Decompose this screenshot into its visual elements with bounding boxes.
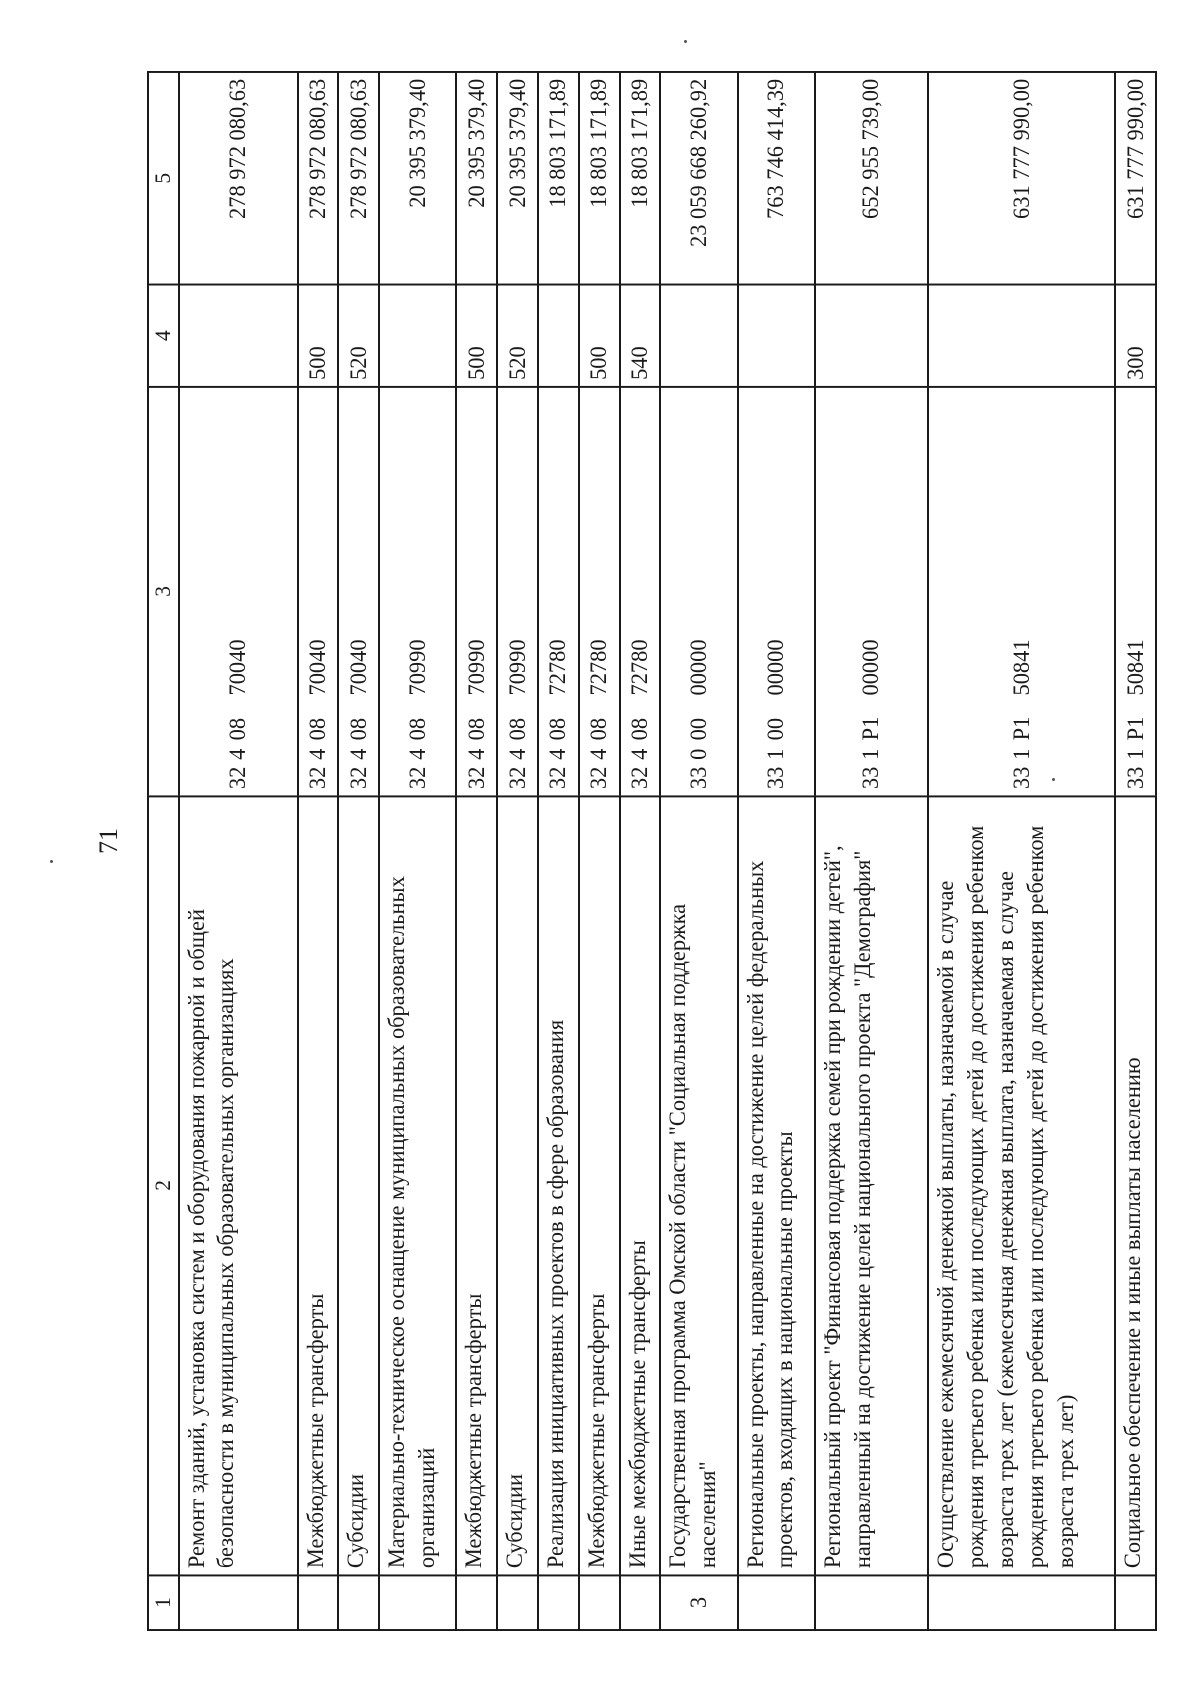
amount: 23 059 668 260,92 xyxy=(660,72,737,284)
item-name: Реализация инициативных проектов в сфере образования xyxy=(538,796,579,1575)
item-name: Межбюджетные трансферты xyxy=(456,796,497,1575)
table-row xyxy=(379,72,456,1630)
amount: 652 955 739,00 xyxy=(815,72,928,284)
budget-code: 33 1 P1 50841 xyxy=(1115,387,1156,796)
amount: 20 395 379,40 xyxy=(497,72,538,284)
item-name: Иные межбюджетные трансферты xyxy=(620,796,661,1575)
amount: 631 777 990,00 xyxy=(1115,72,1156,284)
item-name: Межбюджетные трансферты xyxy=(579,796,620,1575)
header-col-5: 5 xyxy=(148,72,179,284)
row-number xyxy=(298,1575,339,1630)
table-row xyxy=(538,72,579,1630)
budget-code: 32 4 08 70990 xyxy=(456,387,497,796)
table-row xyxy=(815,72,928,1630)
expense-group: 520 xyxy=(338,284,379,386)
row-number xyxy=(338,1575,379,1630)
header-col-1: 1 xyxy=(148,1575,179,1630)
amount: 278 972 080,63 xyxy=(338,72,379,284)
row-number xyxy=(379,1575,456,1630)
scan-speck xyxy=(684,40,687,43)
expense-group: 500 xyxy=(456,284,497,386)
table-row xyxy=(660,72,737,1630)
expense-group xyxy=(928,284,1115,386)
table-row xyxy=(179,72,298,1630)
amount: 18 803 171,89 xyxy=(620,72,661,284)
amount: 278 972 080,63 xyxy=(298,72,339,284)
row-number: 3 xyxy=(660,1575,737,1630)
item-name: Региональный проект "Финансовая поддержка семей при рождении детей", направленный на достижение целей национального проекта "Демография" xyxy=(815,796,928,1575)
budget-code: 32 4 08 70990 xyxy=(497,387,538,796)
item-name: Материально-техническое оснащение муниципальных образовательных организаций xyxy=(379,796,456,1575)
amount: 20 395 379,40 xyxy=(379,72,456,284)
header-col-2: 2 xyxy=(148,796,179,1575)
table-row xyxy=(1115,72,1156,1630)
expense-group: 500 xyxy=(579,284,620,386)
expense-group: 500 xyxy=(298,284,339,386)
amount: 631 777 990,00 xyxy=(928,72,1115,284)
header-row xyxy=(148,72,179,1630)
table-row xyxy=(928,72,1115,1630)
item-name: Государственная программа Омской области "Социальная поддержка населения" xyxy=(660,796,737,1575)
budget-code: 32 4 08 70990 xyxy=(379,387,456,796)
amount: 763 746 414,39 xyxy=(738,72,815,284)
table-row xyxy=(579,72,620,1630)
row-number xyxy=(815,1575,928,1630)
item-name: Региональные проекты, направленные на достижение целей федеральных проектов, входящих в национальные проекты xyxy=(738,796,815,1575)
budget-table xyxy=(147,71,1157,1631)
table-row xyxy=(497,72,538,1630)
table-row xyxy=(298,72,339,1630)
row-number xyxy=(497,1575,538,1630)
budget-code: 32 4 08 70040 xyxy=(179,387,298,796)
table-row xyxy=(338,72,379,1630)
header-col-3: 3 xyxy=(148,387,179,796)
budget-code: 32 4 08 72780 xyxy=(538,387,579,796)
table-row xyxy=(620,72,661,1630)
row-number xyxy=(538,1575,579,1630)
expense-group xyxy=(738,284,815,386)
expense-group xyxy=(179,284,298,386)
row-number xyxy=(928,1575,1115,1630)
budget-code: 32 4 08 70040 xyxy=(338,387,379,796)
expense-group xyxy=(379,284,456,386)
expense-group: 540 xyxy=(620,284,661,386)
item-name: Субсидии xyxy=(497,796,538,1575)
item-name: Социальное обеспечение и иные выплаты населению xyxy=(1115,796,1156,1575)
expense-group xyxy=(538,284,579,386)
amount: 18 803 171,89 xyxy=(538,72,579,284)
row-number xyxy=(179,1575,298,1630)
row-number xyxy=(620,1575,661,1630)
amount: 20 395 379,40 xyxy=(456,72,497,284)
budget-code: 32 4 08 72780 xyxy=(620,387,661,796)
row-number xyxy=(579,1575,620,1630)
item-name: Ремонт зданий, установка систем и оборудования пожарной и общей безопасности в муниципальных образовательных организациях xyxy=(179,796,298,1575)
item-name: Межбюджетные трансферты xyxy=(298,796,339,1575)
table-row xyxy=(456,72,497,1630)
budget-code: 32 4 08 72780 xyxy=(579,387,620,796)
budget-code: 33 1 P1 00000 xyxy=(815,387,928,796)
row-number xyxy=(1115,1575,1156,1630)
expense-group xyxy=(815,284,928,386)
amount: 278 972 080,63 xyxy=(179,72,298,284)
row-number xyxy=(456,1575,497,1630)
item-name: Осуществление ежемесячной денежной выплаты, назначаемой в случае рождения третьего ребенка или последующих детей до достижения ребенком возраста трех лет (ежемесячная денежная выплата, назначаемая в случае рождения третьего ребенка или последующих детей до достижения ребенком возраста трех лет) xyxy=(928,796,1115,1575)
table-row xyxy=(738,72,815,1630)
expense-group: 520 xyxy=(497,284,538,386)
row-number xyxy=(738,1575,815,1630)
item-name: Субсидии xyxy=(338,796,379,1575)
budget-code: 33 1 00 00000 xyxy=(738,387,815,796)
page-number: 71 xyxy=(94,828,123,854)
amount: 18 803 171,89 xyxy=(579,72,620,284)
header-col-4: 4 xyxy=(148,284,179,386)
budget-code: 33 0 00 00000 xyxy=(660,387,737,796)
expense-group: 300 xyxy=(1115,284,1156,386)
expense-group xyxy=(660,284,737,386)
budget-code: 32 4 08 70040 xyxy=(298,387,339,796)
budget-code: 33 1 P1 50841 xyxy=(928,387,1115,796)
scan-speck xyxy=(50,860,53,863)
